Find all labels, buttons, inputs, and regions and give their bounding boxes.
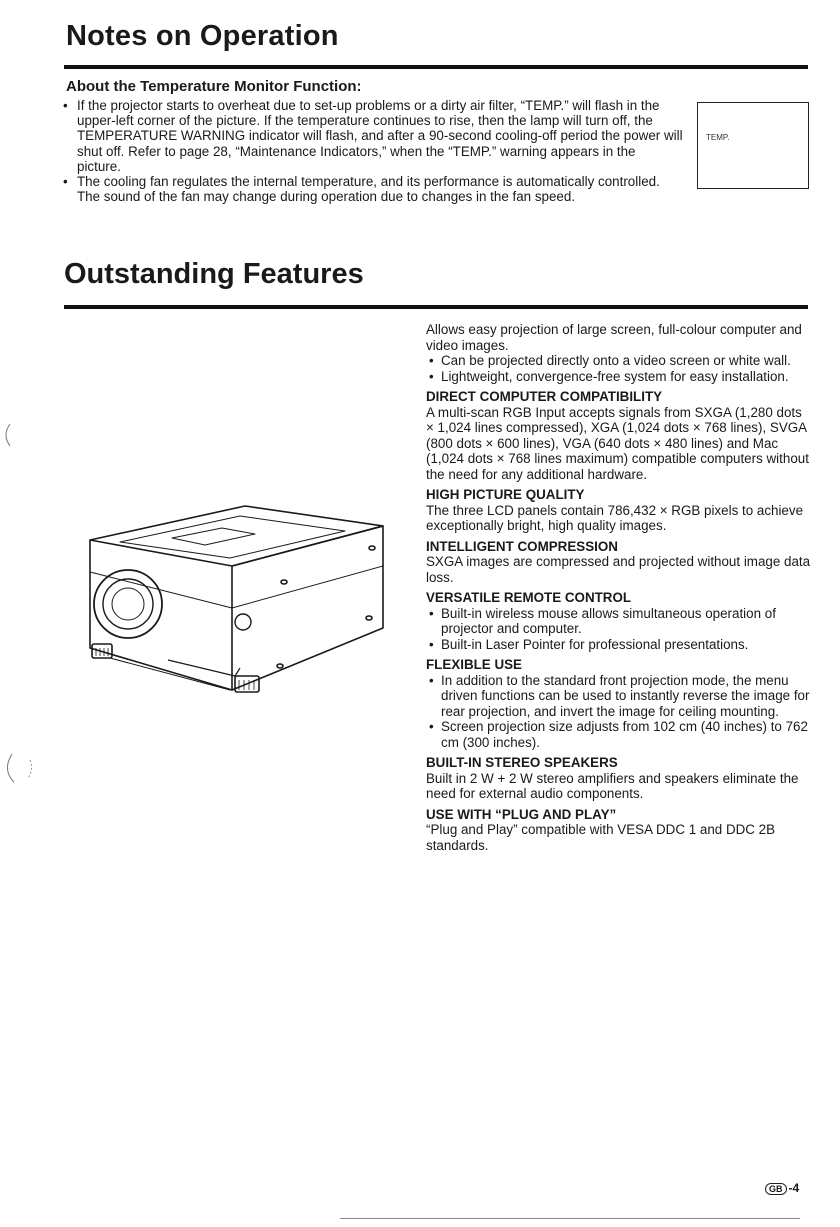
features-intro: Allows easy projection of large screen, full-colour computer and video images. bbox=[426, 322, 802, 353]
feature-heading: HIGH PICTURE QUALITY bbox=[426, 487, 585, 502]
feature-text: SXGA images are compressed and projected without image data loss. bbox=[426, 554, 811, 585]
temperature-note: • If the projector starts to overheat due to set-up problems or a dirty air filter, “TEMP.” will flash in the upper-left corner of the picture. If the temperature continues to rise, then the lamp will turn off, the TEMPERATURE WARNING indicator will flash, and after a 90-second cooling-off period the power will shut off. Refer to page 28, “Maintenance Indicators,” when the “TEMP.” warning appears in the picture. bbox=[63, 98, 683, 174]
temp-screen-label: TEMP. bbox=[706, 133, 730, 142]
feature-text: The three LCD panels contain 786,432 × RGB pixels to achieve exceptionally bright, high quality images. bbox=[426, 502, 804, 533]
feature-bullet: • Screen projection size adjusts from 102 cm (40 inches) to 762 cm (300 inches). bbox=[426, 719, 811, 750]
page-number-text: -4 bbox=[788, 1181, 800, 1195]
feature-bullet: • Built-in wireless mouse allows simultaneous operation of projector and computer. bbox=[426, 606, 811, 637]
feature-text: “Plug and Play” compatible with VESA DDC 1 and DDC 2B standards. bbox=[426, 822, 776, 853]
binder-hole-mark bbox=[0, 748, 40, 788]
feature-heading: VERSATILE REMOTE CONTROL bbox=[426, 590, 632, 605]
feature-heading: BUILT-IN STEREO SPEAKERS bbox=[426, 755, 618, 770]
feature-heading: FLEXIBLE USE bbox=[426, 657, 522, 672]
feature-bullet: • In addition to the standard front projection mode, the menu driven functions can be used to instantly reverse the image for rear projection, and invert the image for ceiling mounting. bbox=[426, 673, 811, 720]
features-column bbox=[426, 322, 811, 853]
feature-text: A multi-scan RGB Input accepts signals from SXGA (1,280 dots × 1,024 lines compressed), XGA (1,024 dots × 768 lines), SVGA (800 dots × 600 lines), VGA (640 dots × 480 lines) and Mac (1,024 dots × 768 lines maximum) compatible computers without the need for any additional hardware. bbox=[426, 404, 809, 482]
notes-title: Notes on Operation bbox=[66, 20, 339, 52]
feature-heading: DIRECT COMPUTER COMPATIBILITY bbox=[426, 389, 663, 404]
footer-rule bbox=[340, 1218, 800, 1219]
feature-heading: USE WITH “PLUG AND PLAY” bbox=[426, 806, 617, 822]
projector-illustration bbox=[80, 498, 390, 708]
intro-bullet: • Lightweight, convergence-free system for easy installation. bbox=[426, 369, 811, 385]
feature-text: Built in 2 W + 2 W stereo amplifiers and speakers eliminate the need for external audio components. bbox=[426, 770, 799, 801]
gb-badge: GB bbox=[765, 1183, 787, 1195]
temperature-monitor-heading: About the Temperature Monitor Function: bbox=[66, 78, 362, 95]
temperature-note: • The cooling fan regulates the internal temperature, and its performance is automatically controlled. The sound of the fan may change during operation due to changes in the fan speed. bbox=[63, 174, 683, 204]
intro-bullet: • Can be projected directly onto a video screen or white wall. bbox=[426, 353, 811, 369]
notes-title-rule bbox=[64, 65, 808, 69]
features-title: Outstanding Features bbox=[64, 258, 364, 290]
feature-heading: INTELLIGENT COMPRESSION bbox=[426, 538, 618, 554]
binder-hole-mark bbox=[0, 420, 14, 450]
features-title-rule bbox=[64, 305, 808, 309]
temp-screen-illustration bbox=[697, 102, 809, 189]
temperature-notes-list bbox=[63, 98, 683, 204]
feature-bullet: • Built-in Laser Pointer for professional presentations. bbox=[426, 637, 811, 653]
page-number bbox=[765, 1181, 799, 1195]
